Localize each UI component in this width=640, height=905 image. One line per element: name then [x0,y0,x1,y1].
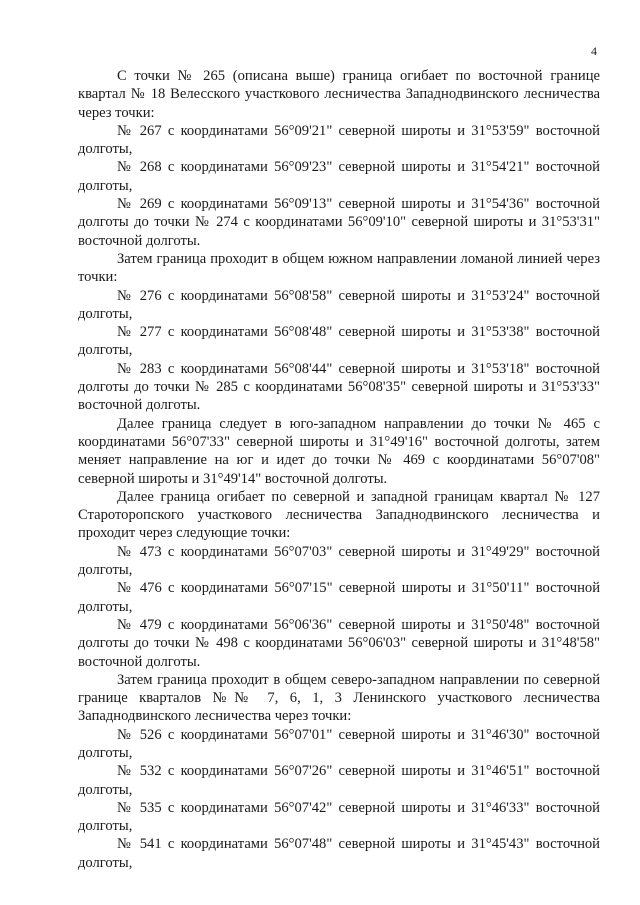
paragraph: № 476 с координатами 56°07'15" северной широты и 31°50'11" восточной долготы, [78,580,600,615]
paragraph: Затем граница проходит в общем южном направлении ломаной линией через точки: [78,250,600,286]
paragraph: № 532 с координатами 56°07'26" северной широты и 31°46'51" восточной долготы, [78,763,600,798]
paragraph: Далее граница следует в юго-западном направлении до точки № 465 с координатами 56°07'33" северной широты и 31°49'16" восточной долготы, затем меняет направление на юг и идет до точки № 469 с координатами 56°07'08" северной широты и 31°49'14" восточной долготы. [78,415,600,487]
paragraph: № 276 с координатами 56°08'58" северной широты и 31°53'24" восточной долготы, [78,287,600,322]
paragraph: № 268 с координатами 56°09'23" северной широты и 31°54'21" восточной долготы, [78,159,600,194]
paragraph: № 277 с координатами 56°08'48" северной широты и 31°53'38" восточной долготы, [78,324,600,359]
paragraph: № 541 с координатами 56°07'48" северной широты и 31°45'43" восточной долготы, [78,836,600,871]
paragraph: Далее граница огибает по северной и западной границам квартал № 127 Староторопского участкового лесничества Западнодвинского лесничества и проходит через следующие точки: [78,488,600,542]
paragraph: № 267 с координатами 56°09'21" северной широты и 31°53'59" восточной долготы, [78,122,600,158]
paragraph: С точки № 265 (описана выше) граница огибает по восточной границе квартал № 18 Велесского участкового лесничества Западнодвинского лесничества через точки: [78,68,600,121]
document-body [78,67,600,872]
paragraph: № 473 с координатами 56°07'03" северной широты и 31°49'29" восточной долготы, [78,543,600,579]
page-number: 4 [591,44,597,58]
paragraph: № 526 с координатами 56°07'01" северной широты и 31°46'30" восточной долготы, [78,726,600,761]
paragraph: № 269 с координатами 56°09'13" северной широты и 31°54'36" восточной долготы до точки № 274 с координатами 56°09'10" северной широты и 31°53'31" восточной долготы. [78,196,600,249]
paragraph: Затем граница проходит в общем северо-западном направлении по северной границе кварталов №№ 7, 6, 1, 3 Ленинского участкового лесничества Западнодвинского лесничества через точки: [78,671,600,725]
paragraph: № 479 с координатами 56°06'36" северной широты и 31°50'48" восточной долготы до точки № 498 с координатами 56°06'03" северной широты и 31°48'58" восточной долготы. [78,616,600,670]
paragraph: № 283 с координатами 56°08'44" северной широты и 31°53'18" восточной долготы до точки № 285 с координатами 56°08'35" северной широты и 31°53'33" восточной долготы. [78,360,600,414]
paragraph: № 535 с координатами 56°07'42" северной широты и 31°46'33" восточной долготы, [78,799,600,835]
